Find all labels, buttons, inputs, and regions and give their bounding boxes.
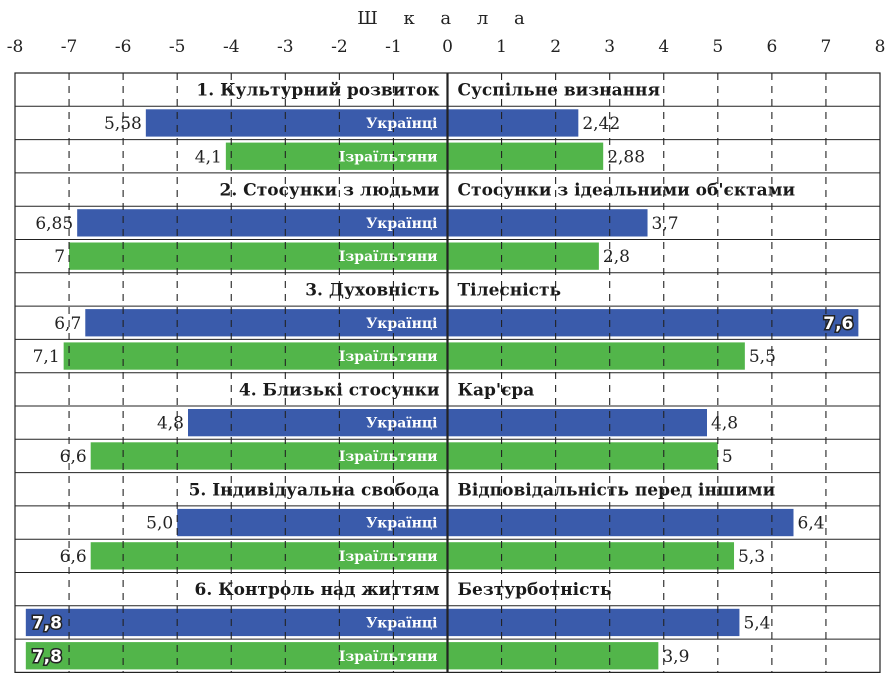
value-label-left: 5,58 [103, 113, 142, 134]
tick-label: 1 [496, 37, 507, 57]
series-label: Українці [365, 215, 438, 232]
value-label-right: 2,42 [582, 113, 621, 134]
tick-label: 5 [712, 37, 724, 57]
value-label-right: 5,3 [738, 546, 766, 567]
category-left-label: 2. Стосунки з людьми [219, 180, 440, 201]
series-label: Українці [365, 115, 438, 132]
tick-label: -1 [385, 37, 402, 57]
value-label-right: 4,8 [711, 413, 739, 434]
bar-right [448, 109, 579, 136]
series-label: Ізраїльтяни [338, 349, 438, 366]
tick-label: 7 [820, 37, 832, 57]
series-label: Ізраїльтяни [338, 149, 438, 166]
bar-right [448, 442, 718, 469]
value-label-left: 6,6 [59, 546, 87, 567]
value-label-left: 7,1 [32, 347, 60, 368]
value-label-right: 2,88 [607, 147, 646, 168]
value-label-right: 3,7 [651, 213, 679, 234]
series-label: Українці [365, 415, 438, 432]
tick-label: 4 [658, 37, 670, 57]
value-label-right: 2,8 [602, 247, 630, 268]
tick-label: 6 [766, 37, 778, 57]
value-label-left: 6,6 [59, 446, 87, 467]
value-label-right: 5 [721, 446, 733, 467]
bar-right [448, 243, 599, 270]
value-label-right: 7,6 [823, 313, 854, 334]
category-right-label: Кар'єра [457, 380, 535, 401]
category-right-label: Тілесність [457, 280, 562, 301]
value-label-left: 4,8 [156, 413, 184, 434]
category-left-label: 3. Духовність [305, 280, 440, 301]
value-label-left: 7,8 [31, 646, 62, 667]
category-right-label: Стосунки з ідеальними об'єктами [457, 180, 796, 201]
category-left-label: 6. Контроль над життям [194, 580, 440, 601]
tick-label: -5 [168, 37, 186, 57]
category-right-label: Відповідальність перед іншими [457, 480, 776, 501]
series-label: Ізраїльтяни [338, 548, 438, 565]
value-label-right: 6,4 [797, 513, 825, 534]
series-label: Українці [365, 615, 438, 632]
tick-label: 2 [550, 37, 562, 57]
category-left-label: 1. Культурний розвиток [196, 80, 440, 101]
bar-right [448, 342, 745, 369]
series-label: Ізраїльтяни [338, 249, 438, 266]
bar-right [448, 409, 708, 436]
value-label-right: 3,9 [662, 646, 690, 667]
bar-right [448, 143, 604, 170]
value-label-left: 7,8 [31, 613, 62, 634]
bar-right [448, 509, 794, 536]
tick-label: -7 [60, 37, 78, 57]
series-label: Українці [365, 315, 438, 332]
value-label-left: 7 [54, 247, 66, 268]
axis-tick-labels [7, 37, 886, 57]
tick-label: -4 [222, 37, 240, 57]
bar-right [448, 642, 659, 669]
bar-right [448, 209, 648, 236]
bar-right [448, 542, 735, 569]
value-label-left: 5,0 [146, 513, 174, 534]
category-right-label: Суспільне визнання [457, 80, 661, 101]
series-label: Ізраїльтяни [338, 448, 438, 465]
series-label: Українці [365, 515, 438, 532]
category-right-label: Безтурботність [457, 580, 612, 601]
tick-label: 8 [874, 37, 886, 57]
tick-label: -3 [277, 37, 294, 57]
tick-label: -2 [331, 37, 348, 57]
bar-right [448, 609, 740, 636]
tick-label: 0 [442, 37, 453, 57]
tick-label: -8 [6, 37, 24, 57]
value-label-right: 5,4 [743, 613, 771, 634]
series-label: Ізраїльтяни [338, 648, 438, 665]
tick-label: 3 [604, 37, 616, 57]
category-left-label: 4. Близькі стосунки [238, 380, 440, 401]
value-label-right: 5,5 [748, 347, 776, 368]
value-label-left: 6,7 [54, 313, 82, 334]
value-label-left: 4,1 [194, 147, 222, 168]
scale-title: Ш к а л а [357, 8, 535, 29]
category-left-label: 5. Індивідуальна свобода [188, 480, 440, 501]
tick-label: -6 [114, 37, 132, 57]
bar-right [448, 309, 859, 336]
value-label-left: 6,85 [35, 213, 74, 234]
